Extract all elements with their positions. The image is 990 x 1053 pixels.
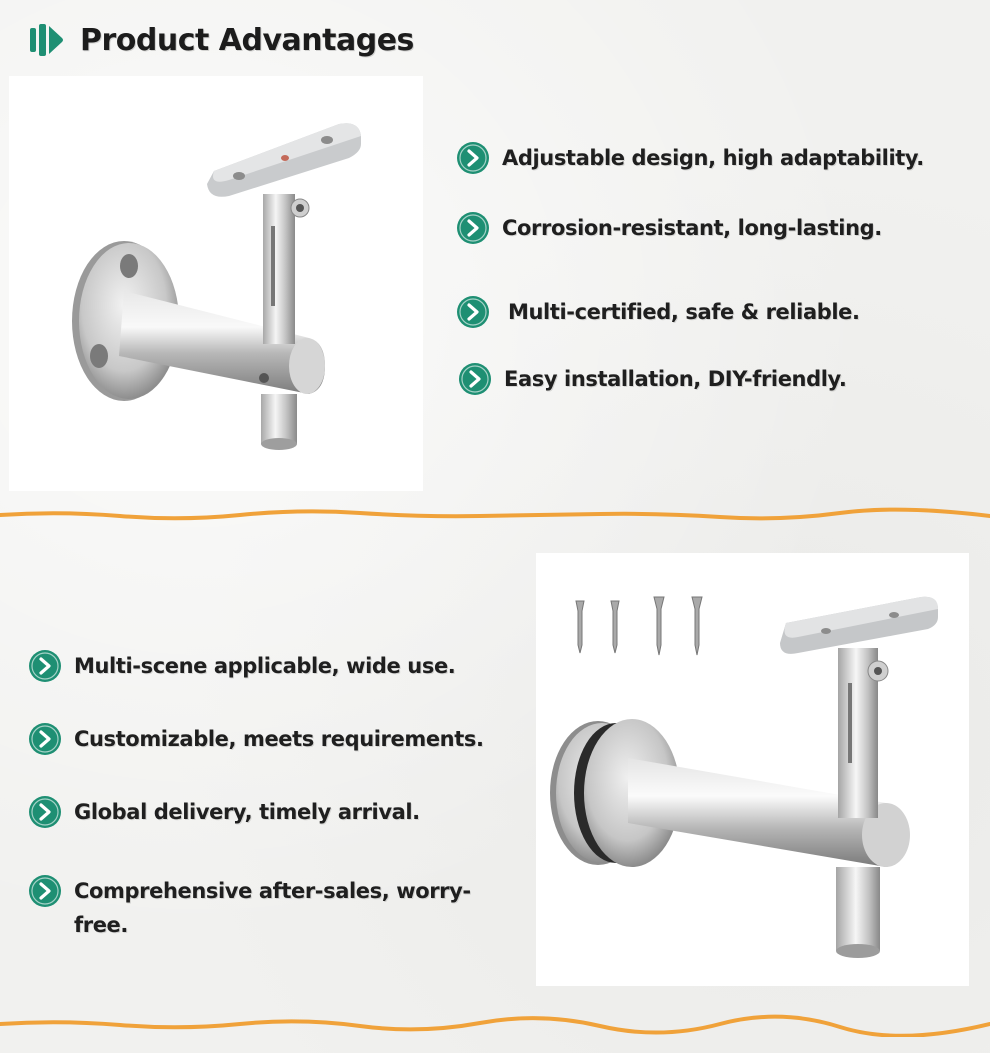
feature-label: Corrosion-resistant, long-lasting.	[502, 216, 882, 240]
chevron-right-icon	[28, 874, 62, 908]
wave-divider	[0, 503, 990, 527]
wave-divider	[0, 1013, 990, 1037]
feature-label: Comprehensive after-sales, worry-free.	[74, 879, 471, 937]
glass-bracket-illustration	[536, 553, 969, 986]
feature-label: Easy installation, DIY-friendly.	[504, 367, 847, 391]
feature-item-global-delivery	[28, 795, 420, 829]
chevron-right-icon	[456, 295, 490, 329]
product-photo-glass-bracket	[536, 553, 969, 986]
chevron-right-icon	[456, 141, 490, 175]
feature-label: Adjustable design, high adaptability.	[502, 146, 924, 170]
feature-label: Customizable, meets requirements.	[74, 727, 484, 751]
feature-item-corrosion	[456, 211, 882, 245]
feature-label: Multi-scene applicable, wide use.	[74, 654, 456, 678]
feature-item-adjustable	[456, 141, 924, 175]
feature-item-after-sales	[28, 874, 498, 942]
product-photo-wall-bracket	[9, 76, 423, 491]
section-header	[28, 20, 414, 60]
screw-set	[576, 597, 702, 655]
feature-item-multi-scene	[28, 649, 455, 683]
feature-item-certified	[456, 295, 860, 329]
feature-item-customizable	[28, 722, 484, 756]
chevron-right-icon	[458, 362, 492, 396]
feature-label: Multi-certified, safe & reliable.	[508, 300, 860, 324]
chevron-right-icon	[28, 722, 62, 756]
wall-bracket-illustration	[9, 76, 423, 491]
chevron-right-icon	[28, 795, 62, 829]
page-title: Product Advantages	[80, 22, 414, 58]
chevron-right-icon	[28, 649, 62, 683]
feature-label: Global delivery, timely arrival.	[74, 800, 420, 824]
feature-item-installation	[458, 362, 846, 396]
speaker-icon	[28, 20, 68, 60]
chevron-right-icon	[456, 211, 490, 245]
